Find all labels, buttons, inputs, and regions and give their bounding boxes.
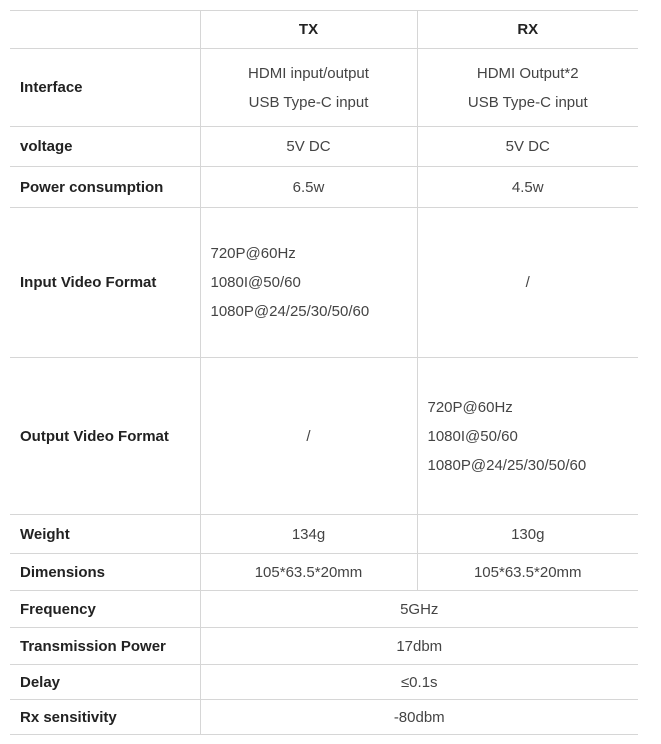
- label-rx-sensitivity: Rx sensitivity: [10, 700, 200, 735]
- label-weight: Weight: [10, 515, 200, 554]
- header-row: [10, 11, 638, 49]
- header-tx: TX: [200, 11, 417, 49]
- interface-rx-line-2: USB Type-C input: [467, 93, 588, 111]
- row-weight: [10, 515, 638, 554]
- label-output-format: Output Video Format: [10, 358, 200, 515]
- row-power: [10, 167, 638, 208]
- output-format-rx-line-1: 720P@60Hz: [427, 398, 513, 416]
- label-power: Power consumption: [10, 167, 200, 208]
- label-input-format: Input Video Format: [10, 208, 200, 358]
- delay-value: ≤0.1s: [200, 665, 638, 700]
- output-format-rx: [417, 358, 638, 515]
- output-format-rx-line-2: 1080I@50/60: [427, 427, 518, 445]
- input-format-tx-line-3: 1080P@24/25/30/50/60: [210, 303, 370, 320]
- voltage-rx: 5V DC: [417, 127, 638, 167]
- label-tx-power: Transmission Power: [10, 628, 200, 665]
- power-tx: 6.5w: [200, 167, 417, 208]
- power-rx: 4.5w: [417, 167, 638, 208]
- interface-tx: [200, 49, 417, 127]
- row-voltage: [10, 127, 638, 167]
- input-format-tx: [200, 208, 417, 358]
- row-output-format: [10, 358, 638, 515]
- interface-tx-line-1: HDMI input/output: [248, 64, 369, 82]
- label-frequency: Frequency: [10, 591, 200, 628]
- dimensions-rx: 105*63.5*20mm: [417, 554, 638, 591]
- input-format-tx-line-2: 1080I@50/60: [210, 274, 301, 291]
- dimensions-tx: 105*63.5*20mm: [200, 554, 417, 591]
- interface-rx-line-1: HDMI Output*2: [476, 64, 579, 82]
- row-rx-sensitivity: [10, 700, 638, 735]
- label-voltage: voltage: [10, 127, 200, 167]
- row-delay: [10, 665, 638, 700]
- header-rx: RX: [417, 11, 638, 49]
- frequency-value: 5GHz: [200, 591, 638, 628]
- output-format-tx: /: [200, 358, 417, 515]
- output-format-rx-line-3: 1080P@24/25/30/50/60: [427, 456, 587, 474]
- row-frequency: [10, 591, 638, 628]
- spec-table: [10, 10, 638, 735]
- header-empty: [10, 11, 200, 49]
- weight-rx: 130g: [417, 515, 638, 554]
- input-format-rx: /: [417, 208, 638, 358]
- tx-power-value: 17dbm: [200, 628, 638, 665]
- label-delay: Delay: [10, 665, 200, 700]
- rx-sensitivity-value: -80dbm: [200, 700, 638, 735]
- label-dimensions: Dimensions: [10, 554, 200, 591]
- voltage-tx: 5V DC: [200, 127, 417, 167]
- row-interface: [10, 49, 638, 127]
- row-dimensions: [10, 554, 638, 591]
- row-tx-power: [10, 628, 638, 665]
- row-input-format: [10, 208, 638, 358]
- interface-tx-line-2: USB Type-C input: [248, 93, 369, 111]
- input-format-tx-line-1: 720P@60Hz: [210, 245, 296, 262]
- label-interface: Interface: [10, 49, 200, 127]
- weight-tx: 134g: [200, 515, 417, 554]
- interface-rx: [417, 49, 638, 127]
